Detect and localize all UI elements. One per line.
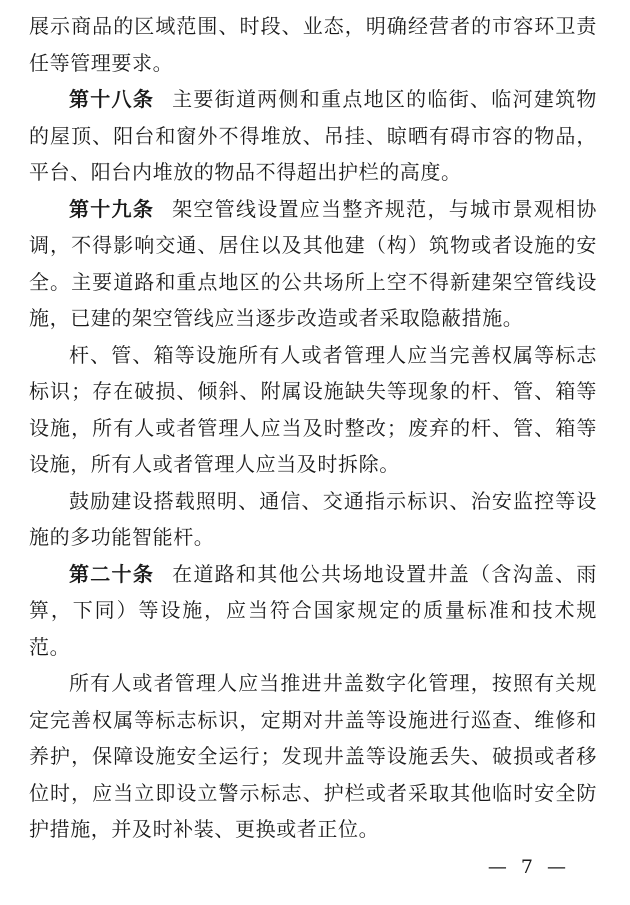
article-title: 第二十条	[69, 561, 155, 586]
paragraph-continuation	[29, 8, 597, 81]
paragraph-text: 在道路和其他公共场地设置井盖（含沟盖、雨箅，下同）等设施，应当符合国家规定的质量标准和技术规范。	[29, 561, 598, 659]
article-title: 第十九条	[69, 196, 155, 221]
article-title: 第十八条	[69, 87, 155, 111]
paragraph-text: 所有人或者管理人应当推进井盖数字化管理，按照有关规定完善权属等标志标识，定期对井盖等设施进行巡查、维修和养护，保障设施安全运行；发现井盖等设施丢失、破损或者移位时，应当立即设立警示标志、护栏或者采取其他临时安全防护措施，并及时补装、更换或者正位。	[29, 671, 597, 841]
article-20	[29, 556, 597, 666]
paragraph-text: 杆、管、箱等设施所有人或者管理人应当完善权属等标志标识；存在破损、倾斜、附属设施缺失等现象的杆、管、箱等设施，所有人或者管理人应当及时整改；废弃的杆、管、箱等设施，所有人或者管理人应当及时拆除。	[29, 342, 597, 476]
article-19	[29, 191, 597, 337]
paragraph	[29, 337, 597, 483]
paragraph-text: 主要街道两侧和重点地区的临街、临河建筑物的屋顶、阳台和窗外不得堆放、吊挂、晾晒有碍市容的物品，平台、阳台内堆放的物品不得超出护栏的高度。	[29, 87, 598, 184]
paragraph	[29, 665, 597, 848]
paragraph-text: 架空管线设置应当整齐规范，与城市景观相协调，不得影响交通、居住以及其他建（构）筑物或者设施的安全。主要道路和重点地区的公共场所上空不得新建架空管线设施，已建的架空管线应当逐步改造或者采取隐蔽措施。	[29, 196, 598, 330]
article-18	[29, 81, 597, 191]
document-body	[29, 8, 597, 848]
paragraph-text: 鼓励建设搭载照明、通信、交通指示标识、治安监控等设施的多功能智能杆。	[29, 488, 597, 549]
paragraph-text: 展示商品的区域范围、时段、业态，明确经营者的市容环卫责任等管理要求。	[29, 14, 597, 75]
page-number: — 7 —	[487, 856, 570, 878]
paragraph	[29, 483, 597, 556]
